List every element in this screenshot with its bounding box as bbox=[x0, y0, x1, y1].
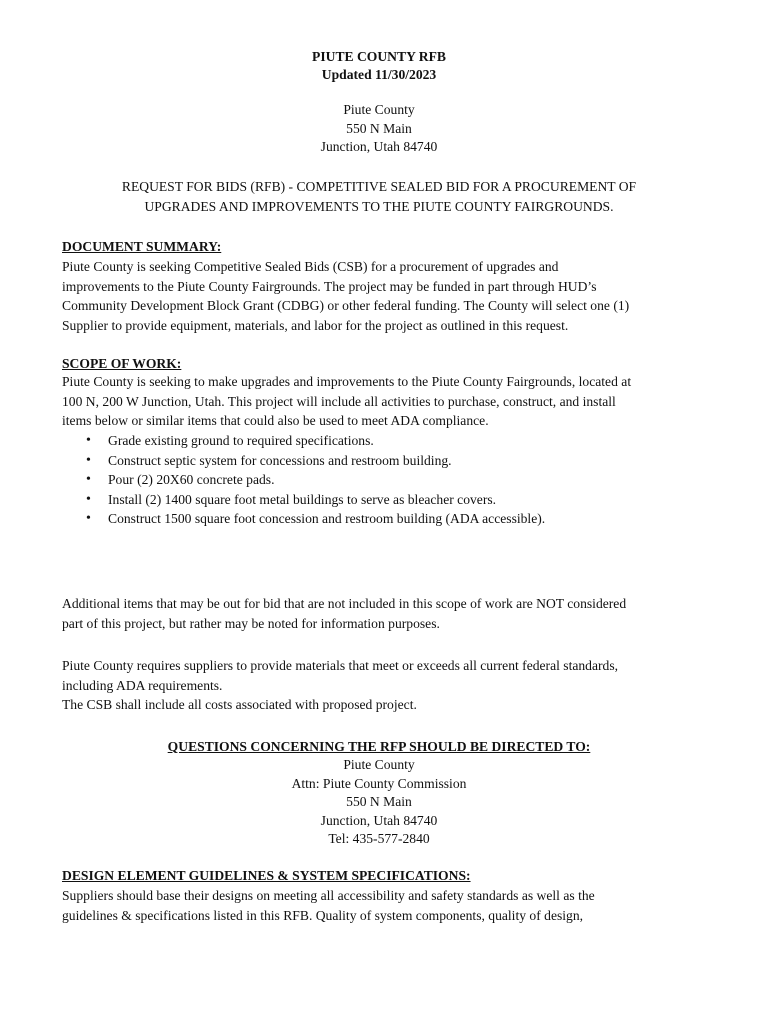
summary-line: Piute County is seeking Competitive Sealed Bids (CSB) for a procurement of upgrades and bbox=[62, 259, 559, 274]
scope-bullet-item: • Pour (2) 20X60 concrete pads. bbox=[86, 470, 706, 490]
contact-line: Piute County bbox=[343, 757, 415, 772]
design-line: guidelines & specifications listed in this RFB. Quality of system components, quality of design, bbox=[62, 907, 584, 923]
design-heading: DESIGN ELEMENT GUIDELINES & SYSTEM SPECIFICATIONS: bbox=[62, 868, 471, 883]
summary-line: improvements to the Piute County Fairgrounds. The project may be funded in part through HUD’s bbox=[62, 278, 597, 294]
requirements-paragraph bbox=[62, 656, 712, 715]
scope-heading: SCOPE OF WORK: bbox=[62, 356, 182, 371]
contact-line: 550 N Main bbox=[346, 794, 412, 809]
additional-line: part of this project, but rather may be noted for information purposes. bbox=[62, 615, 440, 631]
summary-body bbox=[62, 257, 712, 335]
summary-line: Supplier to provide equipment, materials, and labor for the project as outlined in this request. bbox=[62, 317, 569, 333]
additional-items-paragraph bbox=[62, 594, 712, 633]
scope-bullet-item: • Construct 1500 square foot concession and restroom building (ADA accessible). bbox=[86, 509, 706, 529]
county-address bbox=[0, 100, 758, 157]
design-line: Suppliers should base their designs on meeting all accessibility and safety standards as well as the bbox=[62, 888, 595, 903]
rfb-subject-line: REQUEST FOR BIDS (RFB) - COMPETITIVE SEALED BID FOR A PROCUREMENT OF bbox=[121, 179, 637, 194]
rfb-subject bbox=[0, 177, 758, 216]
address-line: Junction, Utah 84740 bbox=[320, 139, 438, 154]
additional-line: Additional items that may be out for bid that are not included in this scope of work are NOT considered bbox=[62, 596, 627, 611]
requirements-line: The CSB shall include all costs associated with proposed project. bbox=[62, 697, 417, 712]
design-body bbox=[62, 886, 712, 925]
requirements-line: Piute County requires suppliers to provide materials that meet or exceeds all current federal standards, bbox=[62, 658, 619, 673]
questions-heading: QUESTIONS CONCERNING THE RFP SHOULD BE DIRECTED TO: bbox=[167, 739, 591, 754]
scope-bullet-list bbox=[86, 431, 706, 529]
requirements-line: including ADA requirements. bbox=[62, 677, 223, 693]
scope-line: Piute County is seeking to make upgrades and improvements to the Piute County Fairgrounds, located at bbox=[62, 374, 632, 389]
contact-line: Junction, Utah 84740 bbox=[320, 812, 438, 828]
contact-line: Tel: 435-577-2840 bbox=[328, 831, 430, 846]
scope-line: items below or similar items that could also be used to meet ADA compliance. bbox=[62, 413, 489, 428]
scope-line: 100 N, 200 W Junction, Utah. This project will include all activities to purchase, construct, and install bbox=[62, 393, 616, 409]
address-line: 550 N Main bbox=[346, 120, 412, 136]
scope-body bbox=[62, 372, 712, 431]
address-line: Piute County bbox=[343, 102, 415, 117]
contact-block bbox=[0, 756, 758, 849]
contact-line: Attn: Piute County Commission bbox=[291, 775, 467, 791]
doc-updated-date: Updated 11/30/2023 bbox=[321, 67, 437, 82]
scope-bullet-item: • Install (2) 1400 square foot metal buildings to serve as bleacher covers. bbox=[86, 490, 706, 510]
summary-line: Community Development Block Grant (CDBG) or other federal funding. The County will select one (1) bbox=[62, 298, 630, 313]
scope-bullet-item: • Construct septic system for concessions and restroom building. bbox=[86, 451, 706, 471]
summary-heading: DOCUMENT SUMMARY: bbox=[62, 239, 222, 254]
scope-bullet-item: • Grade existing ground to required specifications. bbox=[86, 431, 706, 451]
doc-title: PIUTE COUNTY RFB bbox=[312, 49, 446, 64]
rfb-subject-line: UPGRADES AND IMPROVEMENTS TO THE PIUTE COUNTY FAIRGROUNDS. bbox=[144, 198, 614, 214]
